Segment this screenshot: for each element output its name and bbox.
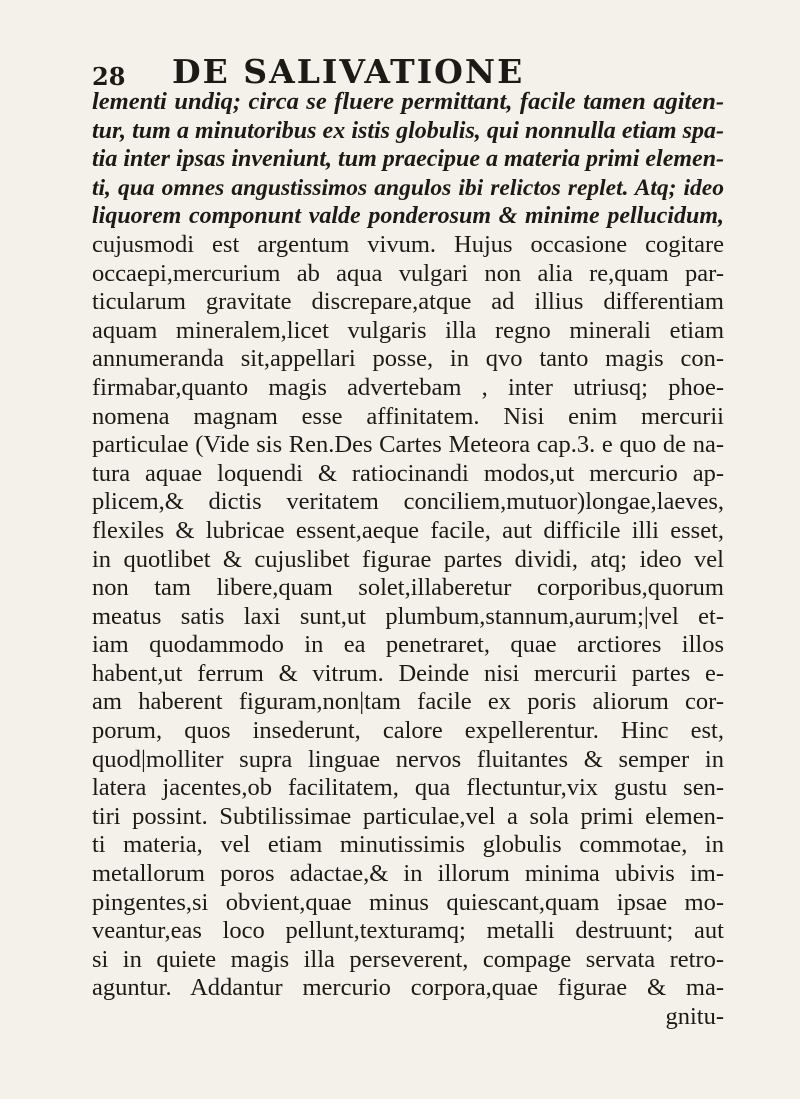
- page-header: [92, 52, 732, 92]
- text-line: ticularum gravitate discrepare,atque ad illius differentiam: [92, 288, 724, 316]
- text-line: metallorum poros adactae,& in illorum minima ubivis im-: [92, 860, 724, 888]
- text-line: tia inter ipsas inveniunt, tum praecipue a materia primi elemen-: [92, 146, 725, 173]
- text-line: ti materia, vel etiam minutissimis globulis commotae, in: [92, 831, 724, 859]
- text-line: lementi undiq; circa se fluere permittant, facile tamen agiten-: [92, 88, 724, 115]
- text-line: tura aquae loquendi & ratiocinandi modos,ut mercurio ap-: [92, 459, 724, 487]
- text-line: ti, qua omnes angustissimos angulos ibi relictos replet. Atq; ideo: [92, 174, 724, 201]
- catchword: gnitu-: [665, 1003, 724, 1030]
- text-line: latera jacentes,ob facilitatem, qua flectuntur,vix gustu sen-: [92, 774, 724, 802]
- text-line: particulae (Vide sis Ren.Des Cartes Meteora cap.3. e quo de na-: [92, 431, 724, 459]
- text-line: firmabar,quanto magis advertebam , inter utriusq; phoe-: [92, 373, 724, 401]
- text-line: pingentes,si obvient,quae minus quiescant,quam ipsae mo-: [92, 888, 724, 916]
- text-line: flexiles & lubricae essent,aeque facile, aut difficile illi esset,: [92, 516, 724, 544]
- text-line: cujusmodi est argentum vivum. Hujus occasione cogitare: [92, 230, 724, 258]
- text-line: occaepi,mercurium ab aqua vulgari non alia re,quam par-: [92, 259, 724, 287]
- text-line: aguntur. Addantur mercurio corpora,quae figurae & ma-: [92, 974, 724, 1002]
- text-line: si in quiete magis illa perseverent, compage servata retro-: [92, 945, 724, 973]
- text-line: veantur,eas loco pellunt,texturamq; metalli destruunt; aut: [92, 917, 724, 945]
- text-line: tiri possint. Subtilissimae particulae,vel a sola primi elemen-: [92, 802, 724, 830]
- text-line: annumeranda sit,appellari posse, in qvo tanto magis con-: [92, 345, 724, 373]
- text-line: aquam mineralem,licet vulgaris illa regno minerali etiam: [92, 316, 724, 344]
- text-line: am haberent figuram,non|tam facile ex poris aliorum cor-: [92, 688, 724, 716]
- text-line: in quotlibet & cujuslibet figurae partes dividi, atq; ideo vel: [92, 545, 724, 573]
- text-line: quod|molliter supra linguae nervos fluitantes & semper in: [92, 745, 724, 773]
- text-line: nomena magnam esse affinitatem. Nisi enim mercurii: [92, 402, 724, 430]
- text-line: liquorem componunt valde ponderosum & minime pellucidum,: [92, 203, 724, 230]
- body-text: [92, 88, 724, 1032]
- text-line: plicem,& dictis veritatem conciliem,mutuor)longae,laeves,: [92, 488, 724, 516]
- running-head: DE SALIVATIONE: [172, 52, 525, 91]
- page-number: 28: [92, 62, 126, 91]
- text-line: non tam libere,quam solet,illaberetur corporibus,quorum: [92, 574, 724, 602]
- text-line: habent,ut ferrum & vitrum. Deinde nisi mercurii partes e-: [92, 659, 724, 687]
- text-line: porum, quos insederunt, calore expellerentur. Hinc est,: [92, 717, 724, 745]
- text-line: tur, tum a minutoribus ex istis globulis, qui nonnulla etiam spa-: [92, 117, 724, 144]
- text-line: meatus satis laxi sunt,ut plumbum,stannum,aurum;|vel et-: [92, 602, 724, 630]
- text-line: iam quodammodo in ea penetraret, quae arctiores illos: [92, 631, 724, 659]
